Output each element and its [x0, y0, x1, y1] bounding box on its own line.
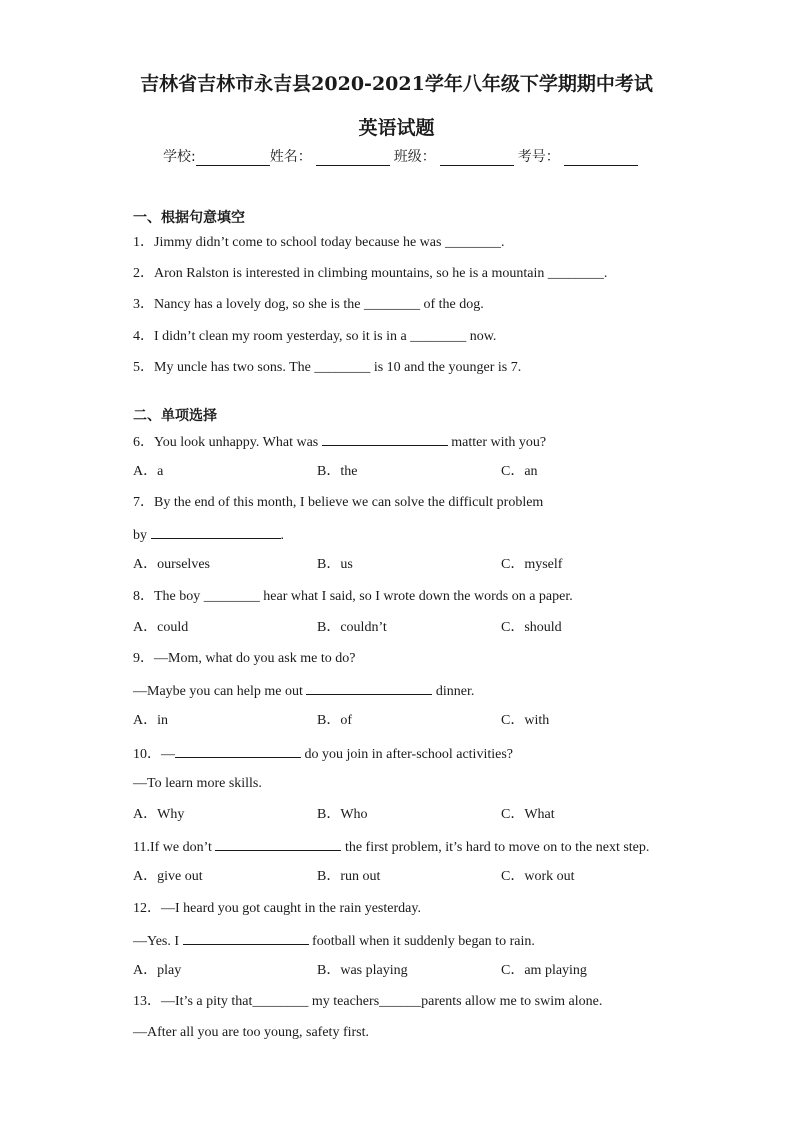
q9-option-a[interactable]: A．in [133, 713, 168, 728]
q6-option-b[interactable]: B．the [317, 464, 358, 479]
name-label: 姓名： [269, 149, 312, 165]
q9-option-c[interactable]: C．with [501, 713, 550, 728]
question-5: 5．My uncle has two sons. The ________ is 10 and the younger is 7. [133, 360, 522, 375]
question-11: 11.If we don’t the first problem, it’s hard to move on to the next step. [133, 837, 649, 857]
question-10: 10．— do you join in after-school activities? [133, 744, 513, 764]
question-2: 2．Aron Ralston is interested in climbing mountains, so he is a mountain ________. [133, 266, 608, 281]
q10-option-b[interactable]: B．Who [317, 807, 368, 822]
q7-option-a[interactable]: A．ourselves [133, 557, 210, 572]
question-6: 6．You look unhappy. What was matter with you? [133, 432, 546, 452]
question-7: 7．By the end of this month, I believe we can solve the difficult problem [133, 495, 544, 510]
page-subtitle: 英语试题 [358, 117, 435, 139]
q10-option-a[interactable]: A．Why [133, 807, 185, 822]
class-label: 班级： [393, 149, 436, 165]
q12-option-c[interactable]: C．am playing [501, 963, 587, 978]
q8-option-c[interactable]: C．should [501, 620, 562, 635]
question-13-line2: —After all you are too young, safety first. [133, 1025, 369, 1040]
section2-heading: 二、单项选择 [133, 408, 217, 424]
question-1: 1．Jimmy didn’t come to school today because he was ________. [133, 235, 505, 250]
q7-option-c[interactable]: C．myself [501, 557, 563, 572]
school-label: 学校: [163, 149, 196, 165]
question-9-line2: —Maybe you can help me out dinner. [133, 681, 474, 701]
question-12-line2: —Yes. I football when it suddenly began to rain. [133, 931, 535, 951]
q9-option-b[interactable]: B．of [317, 713, 352, 728]
q8-option-a[interactable]: A．could [133, 620, 189, 635]
q6-option-a[interactable]: A．a [133, 464, 164, 479]
q11-option-c[interactable]: C．work out [501, 869, 575, 884]
q8-option-b[interactable]: B．couldn’t [317, 620, 387, 635]
question-10-line2: —To learn more skills. [133, 776, 262, 791]
question-12: 12．—I heard you got caught in the rain yesterday. [133, 901, 421, 916]
question-13: 13．—It’s a pity that________ my teachers______parents allow me to swim alone. [133, 994, 603, 1009]
question-7-line2: by . [133, 525, 284, 545]
q6-option-c[interactable]: C．an [501, 464, 538, 479]
question-8: 8．The boy ________ hear what I said, so I wrote down the words on a paper. [133, 589, 573, 604]
section1-heading: 一、根据句意填空 [133, 210, 245, 226]
number-blank [564, 151, 638, 166]
class-blank [440, 151, 514, 166]
question-4: 4．I didn’t clean my room yesterday, so it is in a ________ now. [133, 329, 497, 344]
question-9: 9．—Mom, what do you ask me to do? [133, 651, 356, 666]
number-label: 考号： [517, 149, 560, 165]
q10-option-c[interactable]: C．What [501, 807, 555, 822]
q11-option-a[interactable]: A．give out [133, 869, 203, 884]
name-blank [316, 151, 390, 166]
q11-option-b[interactable]: B．run out [317, 869, 381, 884]
question-3: 3．Nancy has a lovely dog, so she is the ________ of the dog. [133, 297, 484, 312]
q7-option-b[interactable]: B．us [317, 557, 353, 572]
school-blank [196, 151, 270, 166]
page-title: 吉林省吉林市永吉县2020-2021学年八年级下学期期中考试 [140, 73, 653, 95]
student-info-row [163, 146, 638, 166]
q12-option-a[interactable]: A．play [133, 963, 182, 978]
q12-option-b[interactable]: B．was playing [317, 963, 408, 978]
